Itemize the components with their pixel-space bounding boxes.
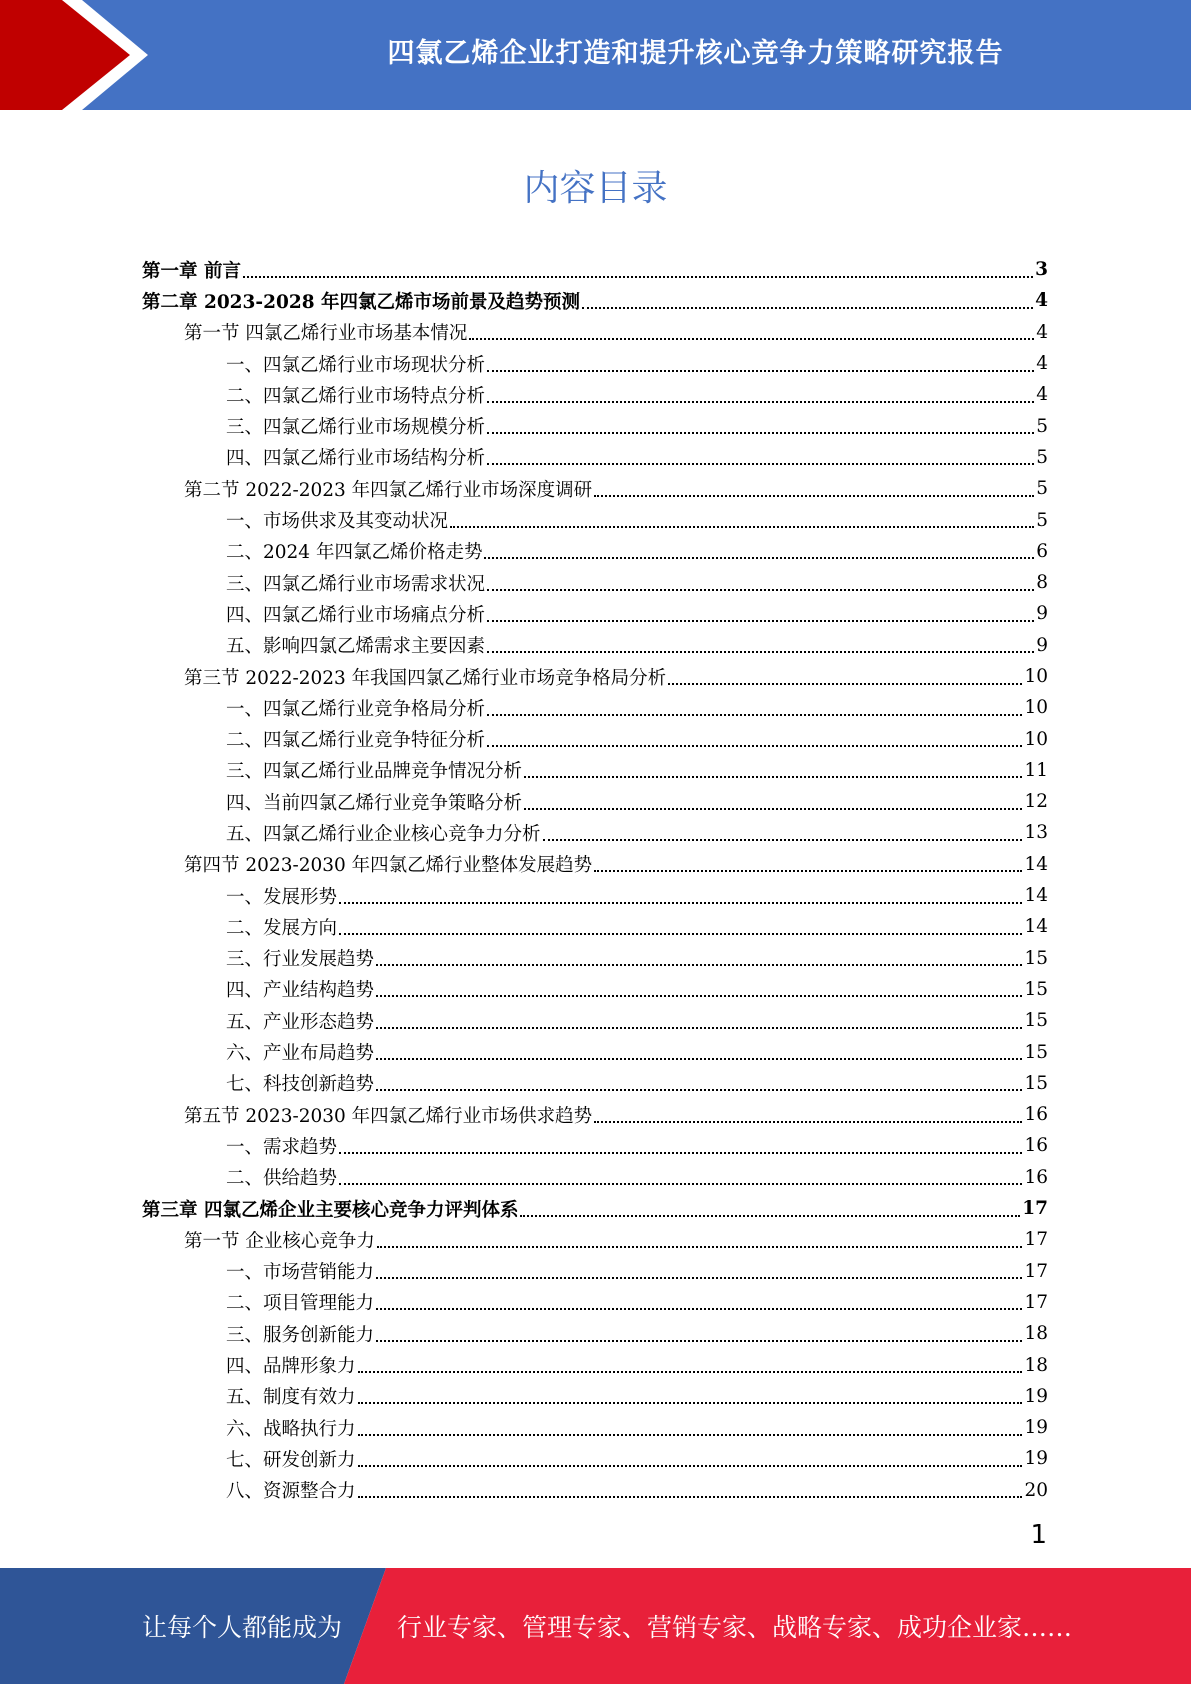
toc-entry[interactable] [142,1443,1048,1474]
toc-entry-title: 二、四氯乙烯行业竞争特征分析 [226,730,486,752]
toc-entry[interactable] [142,1193,1048,1224]
toc-leader-dots [376,1089,1022,1091]
toc-entry-page: 10 [1024,666,1048,687]
toc-leader-dots [582,307,1033,309]
toc-entry-title: 第一节 四氯乙烯行业市场基本情况 [184,323,468,345]
toc-entry-title: 第三章 四氯乙烯企业主要核心竞争力评判体系 [142,1199,519,1221]
footer-slogan-right: 行业专家、管理专家、营销专家、战略专家、成功企业家…… [397,1613,1073,1642]
toc-entry-title: 第一节 企业核心竞争力 [184,1230,375,1252]
toc-leader-dots [339,933,1022,935]
toc-entry[interactable] [142,1381,1048,1412]
toc-leader-dots [358,1371,1023,1373]
toc-entry-title: 一、四氯乙烯行业市场现状分析 [226,354,486,376]
footer-slogan-left: 让每个人都能成为 [142,1613,343,1642]
toc-entry[interactable] [142,1005,1048,1036]
toc-entry-title: 四、四氯乙烯行业市场结构分析 [226,448,486,470]
toc-leader-dots [484,557,1034,559]
toc-entry-title: 五、影响四氯乙烯需求主要因素 [226,636,486,658]
toc-entry-title: 八、资源整合力 [226,1481,356,1503]
toc-entry-title: 三、服务创新能力 [226,1324,375,1346]
toc-leader-dots [377,1246,1023,1248]
toc-leader-dots [487,401,1034,403]
toc-leader-dots [668,683,1022,685]
toc-entry[interactable] [142,1318,1048,1349]
toc-entry-page: 15 [1024,1072,1048,1094]
toc-leader-dots [520,1215,1020,1217]
toc-entry[interactable] [142,348,1048,379]
toc-entry-title: 五、制度有效力 [226,1387,356,1409]
toc-entry-page: 15 [1024,947,1048,969]
toc-entry[interactable] [142,1162,1048,1193]
toc-leader-dots [339,1183,1022,1185]
toc-leader-dots [376,1058,1022,1060]
toc-leader-dots [524,776,1022,778]
toc-leader-dots [487,370,1034,372]
table-of-contents [142,254,1048,1506]
toc-entry-title: 四、四氯乙烯行业市场痛点分析 [226,604,486,626]
toc-entry-page: 16 [1024,1166,1048,1188]
toc-entry[interactable] [142,379,1048,410]
toc-leader-dots [358,1496,1023,1498]
toc-leader-dots [487,432,1034,434]
toc-entry-page: 5 [1036,478,1048,500]
toc-entry-page: 9 [1036,603,1048,625]
toc-entry-page: 4 [1036,384,1048,406]
toc-entry[interactable] [142,473,1048,504]
toc-entry-page: 16 [1024,1135,1048,1157]
toc-entry[interactable] [142,504,1048,535]
toc-entry[interactable] [142,285,1048,316]
toc-entry-title: 一、市场供求及其变动状况 [226,511,449,533]
toc-entry-title: 第一章 前言 [142,260,241,282]
toc-entry[interactable] [142,974,1048,1005]
toc-entry-page: 17 [1022,1198,1048,1220]
toc-entry[interactable] [142,1287,1048,1318]
toc-entry-page: 14 [1024,916,1048,938]
toc-leader-dots [450,526,1034,528]
toc-entry[interactable] [142,630,1048,661]
toc-entry-page: 4 [1036,321,1048,343]
toc-leader-dots [469,338,1034,340]
toc-entry[interactable] [142,943,1048,974]
toc-entry-page: 16 [1024,1104,1048,1126]
page-number: 1 [1030,1520,1047,1550]
toc-leader-dots [487,745,1022,747]
toc-heading: 内容目录 [523,168,668,209]
toc-leader-dots [339,1152,1022,1154]
toc-entry-page: 8 [1036,572,1048,594]
toc-entry-page: 18 [1024,1323,1048,1345]
toc-entry-title: 二、2024 年四氯乙烯价格走势 [226,542,483,564]
toc-entry-page: 15 [1024,978,1048,1000]
toc-entry-title: 第二节 2022-2023 年四氯乙烯行业市场深度调研 [184,479,593,501]
toc-entry-page: 12 [1024,791,1048,813]
toc-entry-title: 第二章 2023-2028 年四氯乙烯市场前景及趋势预测 [142,291,581,313]
toc-entry-page: 9 [1036,634,1048,656]
toc-entry[interactable] [142,1068,1048,1099]
toc-entry-title: 二、供给趋势 [226,1168,338,1190]
toc-entry[interactable] [142,786,1048,817]
toc-entry[interactable] [142,442,1048,473]
toc-entry-page: 4 [1035,290,1048,312]
toc-entry[interactable] [142,692,1048,723]
toc-leader-dots [358,1465,1023,1467]
toc-entry-page: 17 [1024,1260,1048,1282]
toc-entry-page: 15 [1024,1010,1048,1032]
toc-entry-page: 10 [1024,728,1048,750]
toc-entry[interactable] [142,1130,1048,1161]
toc-leader-dots [339,902,1022,904]
toc-entry-page: 10 [1024,697,1048,719]
page-header [0,0,1191,110]
toc-leader-dots [376,995,1022,997]
toc-entry-page: 19 [1024,1385,1048,1407]
toc-entry-page: 14 [1024,853,1048,875]
toc-entry-page: 4 [1036,353,1048,375]
toc-leader-dots [594,495,1034,497]
toc-entry-page: 13 [1024,822,1048,844]
toc-entry[interactable] [142,755,1048,786]
toc-entry-page: 5 [1036,415,1048,437]
toc-entry-title: 六、战略执行力 [226,1418,356,1440]
page-footer [0,1568,1191,1684]
toc-leader-dots [594,1121,1022,1123]
toc-entry-page: 5 [1036,509,1048,531]
toc-entry[interactable] [142,880,1048,911]
toc-entry-title: 五、四氯乙烯行业企业核心竞争力分析 [226,823,541,845]
toc-entry-title: 三、四氯乙烯行业市场需求状况 [226,573,486,595]
toc-entry-title: 一、需求趋势 [226,1136,338,1158]
toc-entry-title: 四、当前四氯乙烯行业竞争策略分析 [226,792,523,814]
toc-entry-title: 六、产业布局趋势 [226,1043,375,1065]
toc-entry-title: 第三节 2022-2023 年我国四氯乙烯行业市场竞争格局分析 [184,667,667,689]
toc-entry[interactable] [142,911,1048,942]
toc-entry-title: 三、四氯乙烯行业品牌竞争情况分析 [226,761,523,783]
toc-entry-title: 一、市场营销能力 [226,1262,375,1284]
toc-entry-title: 七、科技创新趋势 [226,1074,375,1096]
toc-entry-title: 四、产业结构趋势 [226,980,375,1002]
toc-leader-dots [487,463,1034,465]
toc-leader-dots [543,839,1023,841]
toc-entry-page: 3 [1035,259,1048,281]
report-title: 四氯乙烯企业打造和提升核心竞争力策略研究报告 [387,37,1004,69]
toc-entry[interactable] [142,254,1048,285]
toc-leader-dots [376,964,1022,966]
toc-entry-title: 三、行业发展趋势 [226,949,375,971]
toc-leader-dots [524,808,1022,810]
toc-entry-title: 一、四氯乙烯行业竞争格局分析 [226,698,486,720]
toc-entry-title: 三、四氯乙烯行业市场规模分析 [226,417,486,439]
toc-entry-page: 11 [1024,759,1048,781]
toc-entry[interactable] [142,849,1048,880]
toc-entry-title: 二、项目管理能力 [226,1293,375,1315]
toc-entry-page: 18 [1024,1354,1048,1376]
toc-entry[interactable] [142,1349,1048,1380]
toc-entry[interactable] [142,410,1048,441]
toc-entry[interactable] [142,536,1048,567]
toc-entry-page: 19 [1024,1448,1048,1470]
toc-entry[interactable] [142,567,1048,598]
toc-entry-title: 二、发展方向 [226,917,338,939]
toc-leader-dots [376,1277,1022,1279]
toc-entry[interactable] [142,1412,1048,1443]
toc-entry[interactable] [142,1099,1048,1130]
toc-entry-title: 五、产业形态趋势 [226,1011,375,1033]
toc-entry-title: 第五节 2023-2030 年四氯乙烯行业市场供求趋势 [184,1105,593,1127]
toc-leader-dots [376,1308,1022,1310]
toc-entry-page: 19 [1024,1417,1048,1439]
toc-leader-dots [358,1402,1023,1404]
toc-entry-page: 20 [1024,1479,1048,1501]
toc-leader-dots [243,276,1033,278]
toc-leader-dots [487,714,1022,716]
toc-entry-title: 二、四氯乙烯行业市场特点分析 [226,385,486,407]
toc-entry-title: 一、发展形势 [226,886,338,908]
toc-entry[interactable] [142,723,1048,754]
toc-entry[interactable] [142,817,1048,848]
toc-entry-page: 14 [1024,885,1048,907]
toc-entry[interactable] [142,661,1048,692]
toc-leader-dots [487,620,1034,622]
toc-entry-page: 17 [1024,1291,1048,1313]
toc-entry[interactable] [142,1036,1048,1067]
toc-entry-page: 15 [1024,1041,1048,1063]
toc-leader-dots [594,870,1022,872]
toc-entry[interactable] [142,317,1048,348]
toc-leader-dots [487,589,1034,591]
toc-entry-title: 四、品牌形象力 [226,1356,356,1378]
toc-leader-dots [487,651,1034,653]
toc-entry-page: 17 [1024,1229,1048,1251]
toc-entry[interactable] [142,1475,1048,1506]
toc-entry[interactable] [142,1224,1048,1255]
toc-entry-title: 第四节 2023-2030 年四氯乙烯行业整体发展趋势 [184,855,593,877]
toc-entry-page: 6 [1036,540,1048,562]
toc-entry-title: 七、研发创新力 [226,1449,356,1471]
toc-entry[interactable] [142,598,1048,629]
toc-leader-dots [358,1434,1023,1436]
toc-leader-dots [376,1340,1022,1342]
toc-leader-dots [376,1027,1022,1029]
toc-entry-page: 5 [1036,446,1048,468]
toc-entry[interactable] [142,1256,1048,1287]
